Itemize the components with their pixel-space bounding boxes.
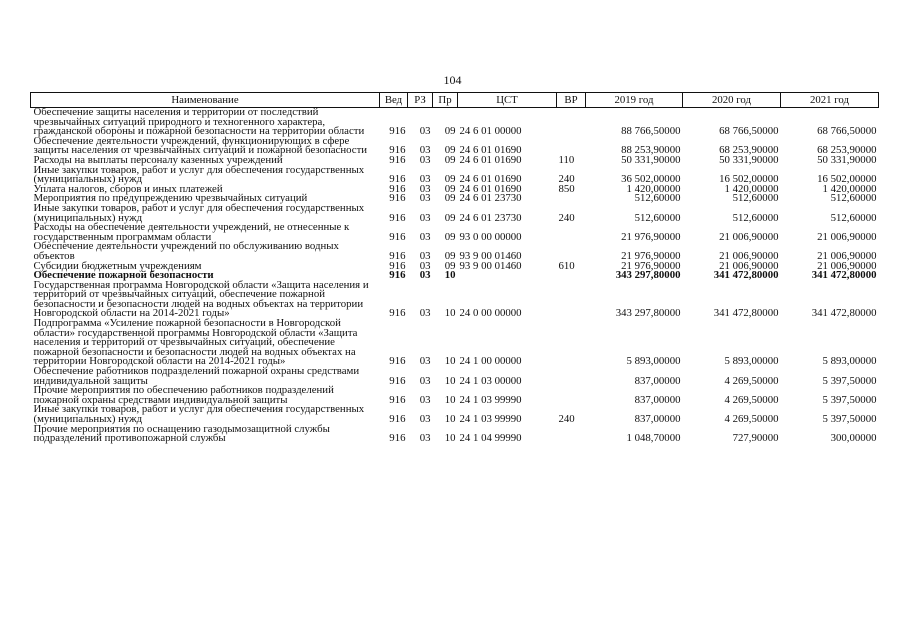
cell-2021: 21 006,90000 [817, 259, 877, 272]
header-name: Наименование [31, 93, 380, 108]
cell-ved: 916 [389, 125, 406, 138]
cell-cst: 24 6 01 01690 [459, 182, 522, 195]
cell-rz: 03 [419, 393, 431, 406]
cell-2021: 512,60000 [830, 192, 877, 205]
cell-2019: 343 297,80000 [615, 269, 681, 282]
cell-ved: 916 [389, 393, 406, 406]
cell-2019: 343 297,80000 [615, 307, 681, 320]
cell-2019: 50 331,90000 [621, 153, 681, 166]
cell-rz: 03 [419, 259, 431, 272]
table-row [31, 319, 879, 367]
cell-name: Субсидии бюджетным учреждениям [33, 259, 202, 272]
cell-2021: 5 397,50000 [822, 393, 877, 406]
cell-ved: 916 [389, 355, 406, 368]
cell-pr: 09 [444, 144, 456, 157]
budget-table [30, 92, 879, 444]
table-row [31, 242, 879, 261]
cell-name: Обеспечение деятельности учреждений по обслуживанию водных объектов [33, 240, 339, 262]
cell-vr [557, 319, 586, 367]
cell-name: Иные закупки товаров, работ и услуг для обеспечения государственных (муниципальных) нужд [33, 201, 365, 224]
cell-pr: 09 [444, 211, 456, 224]
table-row [31, 425, 879, 444]
cell-vr: 850 [558, 182, 575, 195]
cell-2021: 300,00000 [830, 432, 877, 445]
cell-2021: 21 006,90000 [817, 249, 877, 262]
cell-cst: 24 6 01 01690 [459, 153, 522, 166]
header-2020: 2020 год [683, 93, 781, 108]
cell-rz: 03 [419, 153, 431, 166]
cell-2021: 5 397,50000 [822, 413, 877, 425]
cell-vr [557, 281, 586, 319]
header-2019: 2019 год [586, 93, 683, 108]
cell-cst: 93 9 00 01460 [459, 259, 522, 272]
cell-pr: 10 [444, 355, 456, 368]
cell-cst: 24 1 00 00000 [459, 355, 522, 368]
cell-pr: 09 [444, 182, 456, 195]
cell-cst: 24 1 03 99990 [459, 393, 522, 406]
cell-2021: 1 420,00000 [822, 182, 877, 195]
cell-vr [557, 242, 586, 261]
cell-rz: 03 [419, 307, 431, 320]
cell-rz: 03 [419, 192, 431, 205]
cell-name: Государственная программа Новгородской области «Защита населения и территорий от чрезвычайных ситуаций, обеспечение пожарной безопасности и безопасности людей на водных объектах на территории Новгородской области на 2014-2021 годы» [33, 278, 369, 320]
cell-pr: 09 [444, 153, 456, 166]
cell-2019: 21 976,90000 [621, 249, 681, 262]
table-row [31, 166, 879, 185]
cell-vr [557, 271, 586, 281]
cell-vr: 240 [558, 211, 575, 224]
cell-rz: 03 [419, 230, 431, 243]
cell-name: Иные закупки товаров, работ и услуг для обеспечения государственных (муниципальных) нужд [33, 163, 365, 186]
cell-ved: 916 [389, 259, 406, 272]
table-row [31, 108, 879, 137]
cell-pr: 09 [444, 192, 456, 205]
cell-cst [458, 271, 557, 281]
cell-rz: 03 [419, 355, 431, 368]
cell-cst: 24 1 03 99990 [459, 413, 522, 425]
cell-2019: 512,60000 [634, 192, 681, 205]
cell-2020: 1 420,00000 [724, 182, 779, 195]
cell-vr [557, 194, 586, 204]
cell-rz: 03 [419, 413, 431, 425]
cell-2019: 1 048,70000 [626, 432, 681, 445]
cell-vr: 240 [558, 413, 575, 425]
cell-rz: 03 [419, 182, 431, 195]
table-row [31, 405, 879, 424]
cell-rz: 03 [419, 432, 431, 445]
cell-rz: 03 [419, 125, 431, 138]
cell-2019: 837,00000 [634, 413, 681, 425]
cell-2020: 727,90000 [732, 432, 779, 445]
cell-ved: 916 [389, 230, 406, 243]
header-2021: 2021 год [781, 93, 879, 108]
cell-name: Прочие мероприятия по обеспечению работников подразделений пожарной охраны средствами индивидуальной защиты [33, 384, 334, 406]
cell-2021: 341 472,80000 [811, 269, 877, 282]
cell-rz: 03 [419, 249, 431, 262]
cell-pr: 10 [444, 307, 456, 320]
cell-2019: 21 976,90000 [621, 230, 681, 243]
cell-2021: 50 331,90000 [817, 153, 877, 166]
cell-rz: 03 [419, 144, 431, 157]
cell-vr [557, 386, 586, 405]
cell-name: Обеспечение защиты населения и территории от последствий чрезвычайных ситуаций природного и техногенного характера, гражданской обороны и пожарной безопасности на территории области [33, 106, 365, 138]
cell-vr: 240 [558, 173, 575, 186]
cell-name: Обеспечение деятельности учреждений, функционирующих в сфере защиты населения от чрезвычайных ситуаций и пожарной безопасности [33, 134, 368, 157]
cell-ved: 916 [389, 269, 406, 282]
cell-pr: 10 [444, 432, 456, 445]
cell-ved: 916 [389, 211, 406, 224]
cell-name: Мероприятия по предупреждению чрезвычайных ситуаций [33, 192, 308, 205]
cell-2019: 1 420,00000 [626, 182, 681, 195]
cell-2019: 512,60000 [634, 211, 681, 224]
cell-2021: 5 893,00000 [822, 355, 877, 368]
cell-ved: 916 [389, 144, 406, 157]
cell-cst: 24 6 01 00000 [459, 125, 522, 138]
cell-name: Иные закупки товаров, работ и услуг для обеспечения государственных (муниципальных) нужд [33, 403, 365, 425]
cell-ved: 916 [389, 432, 406, 445]
cell-vr [557, 223, 586, 242]
cell-2021: 68 253,90000 [817, 144, 877, 157]
cell-cst: 93 0 00 00000 [459, 230, 522, 243]
cell-cst: 93 9 00 01460 [459, 249, 522, 262]
cell-name: Обеспечение пожарной безопасности [33, 269, 214, 282]
cell-2021: 68 766,50000 [817, 125, 877, 138]
cell-2020: 341 472,80000 [713, 269, 779, 282]
cell-2020: 16 502,00000 [719, 173, 779, 186]
cell-name: Подпрограмма «Усиление пожарной безопасности в Новгородской области» государственной программы Новгородской области «Защита населения и территорий от чрезвычайных ситуаций, обеспечение пожарной безопасности и безопасности людей на водных объектах на территории Новгородской области на 2014-2021 годы» [33, 317, 358, 368]
cell-ved: 916 [389, 192, 406, 205]
cell-2021: 21 006,90000 [817, 230, 877, 243]
header-pr: Пр [433, 93, 458, 108]
cell-pr: 10 [444, 374, 456, 387]
header-cst: ЦСТ [458, 93, 557, 108]
cell-ved: 916 [389, 182, 406, 195]
cell-2021: 341 472,80000 [811, 307, 877, 320]
cell-vr [557, 367, 586, 386]
cell-2020: 68 253,90000 [719, 144, 779, 157]
cell-pr: 10 [444, 269, 456, 282]
cell-pr: 09 [444, 173, 456, 186]
table-row [31, 281, 879, 319]
cell-vr: 110 [558, 153, 575, 166]
cell-2020: 50 331,90000 [719, 153, 779, 166]
cell-2019: 837,00000 [634, 374, 681, 387]
cell-cst: 24 1 04 99990 [459, 432, 522, 445]
cell-2019: 837,00000 [634, 393, 681, 406]
cell-2019: 5 893,00000 [626, 355, 681, 368]
cell-ved: 916 [389, 374, 406, 387]
cell-vr: 610 [558, 259, 575, 272]
cell-pr: 10 [444, 413, 456, 425]
cell-pr: 09 [444, 230, 456, 243]
cell-2020: 512,60000 [732, 211, 779, 224]
cell-2020: 4 269,50000 [724, 413, 779, 425]
cell-2020: 21 006,90000 [719, 259, 779, 272]
cell-name: Расходы на выплаты персоналу казенных учреждений [33, 153, 283, 166]
cell-2019: 88 253,90000 [621, 144, 681, 157]
cell-name: Прочие мероприятия по оснащению газодымозащитной службы подразделений противопожарной службы [33, 422, 330, 445]
cell-2020: 21 006,90000 [719, 230, 779, 243]
cell-vr [557, 425, 586, 444]
cell-rz: 03 [419, 211, 431, 224]
cell-2021: 5 397,50000 [822, 374, 877, 387]
cell-2019: 88 766,50000 [621, 125, 681, 138]
cell-2021: 16 502,00000 [817, 173, 877, 186]
cell-cst: 24 6 01 01690 [459, 144, 522, 157]
cell-2021: 512,60000 [830, 211, 877, 224]
cell-ved: 916 [389, 249, 406, 262]
header-vr: ВР [557, 93, 586, 108]
cell-pr: 09 [444, 125, 456, 138]
cell-pr: 10 [444, 393, 456, 406]
cell-2020: 341 472,80000 [713, 307, 779, 320]
cell-rz: 03 [419, 173, 431, 186]
cell-2020: 21 006,90000 [719, 249, 779, 262]
cell-2020: 4 269,50000 [724, 374, 779, 387]
cell-pr: 09 [444, 249, 456, 262]
cell-name: Расходы на обеспечение деятельности учреждений, не отнесенные к государственным программам области [33, 221, 350, 243]
cell-2020: 68 766,50000 [719, 125, 779, 138]
cell-ved: 916 [389, 173, 406, 186]
cell-pr: 09 [444, 259, 456, 272]
cell-2020: 4 269,50000 [724, 393, 779, 406]
cell-vr [557, 108, 586, 137]
table-body [31, 108, 879, 444]
cell-2019: 21 976,90000 [621, 259, 681, 272]
cell-2020: 5 893,00000 [724, 355, 779, 368]
header-rz: РЗ [408, 93, 433, 108]
cell-rz: 03 [419, 374, 431, 387]
cell-cst: 24 6 01 23730 [459, 211, 522, 224]
cell-2020: 512,60000 [732, 192, 779, 205]
cell-cst: 24 1 03 00000 [459, 374, 522, 387]
cell-ved: 916 [389, 153, 406, 166]
cell-name: Уплата налогов, сборов и иных платежей [33, 182, 223, 195]
cell-name: Обеспечение работников подразделений пожарной охраны средствами индивидуальной защиты [33, 365, 360, 387]
cell-2019: 36 502,00000 [621, 173, 681, 186]
cell-cst: 24 0 00 00000 [459, 307, 522, 320]
cell-rz: 03 [419, 269, 431, 282]
cell-ved: 916 [389, 413, 406, 425]
cell-cst: 24 6 01 01690 [459, 173, 522, 186]
cell-cst: 24 6 01 23730 [459, 192, 522, 205]
cell-ved: 916 [389, 307, 406, 320]
header-ved: Вед [380, 93, 408, 108]
page-number: 104 [443, 73, 462, 87]
